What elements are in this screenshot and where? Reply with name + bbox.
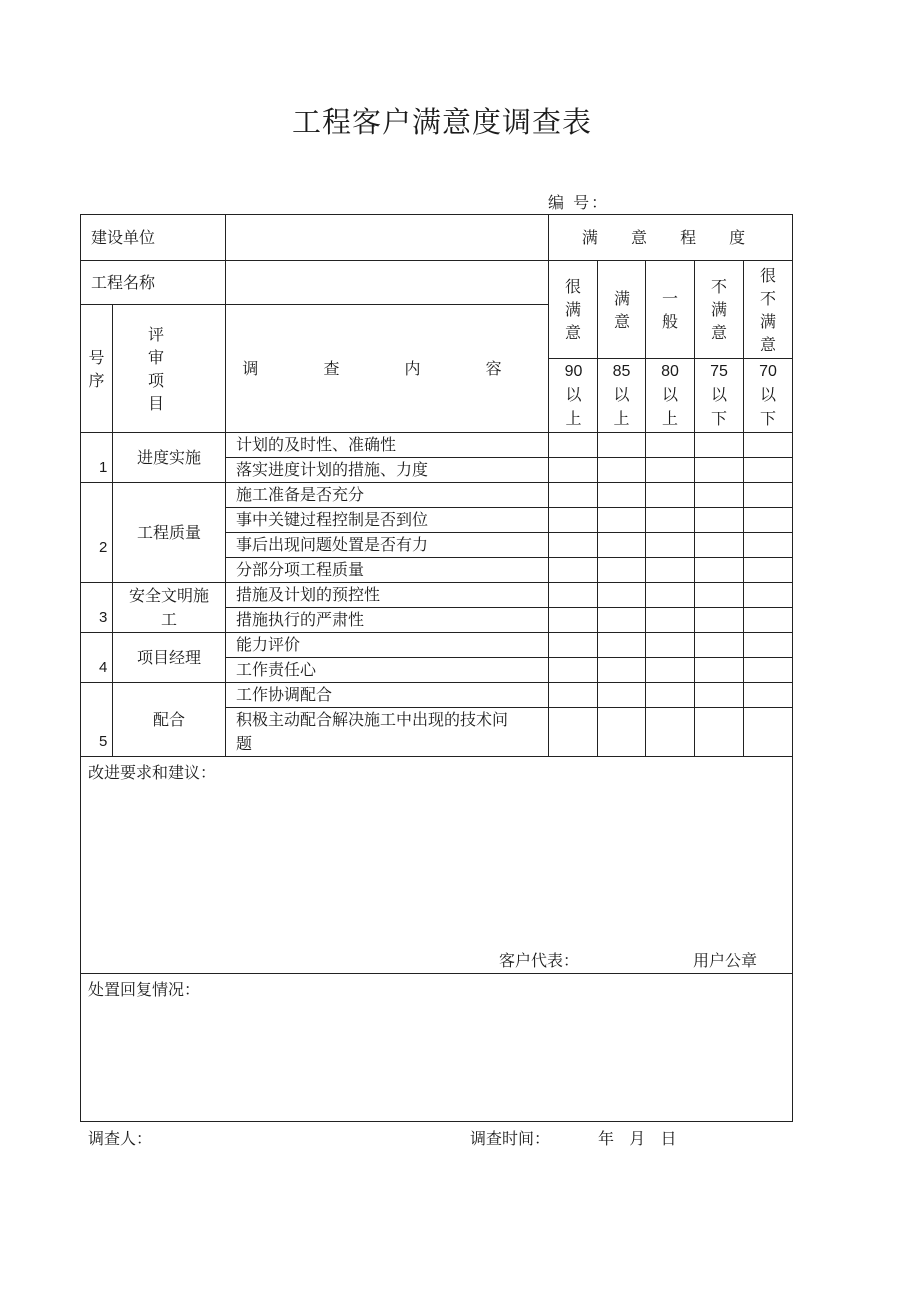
rating-cell[interactable]	[744, 683, 793, 708]
rating-cell[interactable]	[598, 683, 646, 708]
rating-cell[interactable]	[549, 608, 598, 633]
rating-cell[interactable]	[549, 458, 598, 483]
rating-cell[interactable]	[695, 683, 744, 708]
rating-cell[interactable]	[646, 633, 695, 658]
client-rep-label: 客户代表：	[499, 951, 580, 970]
rating-cell[interactable]	[598, 508, 646, 533]
rating-cell[interactable]	[598, 458, 646, 483]
review-item-header: 评 审 项 目	[113, 305, 226, 433]
serial-number-label: 编 号：	[548, 193, 610, 212]
rating-cell[interactable]	[549, 433, 598, 458]
group-number: 3	[81, 583, 113, 633]
rating-cell[interactable]	[549, 583, 598, 608]
seq-header: 号序	[81, 305, 113, 433]
rating-cell[interactable]	[549, 658, 598, 683]
project-name-field[interactable]	[226, 261, 549, 305]
rating-cell[interactable]	[549, 558, 598, 583]
rating-cell[interactable]	[646, 508, 695, 533]
rating-cell[interactable]	[549, 533, 598, 558]
rating-cell[interactable]	[646, 558, 695, 583]
rating-cell[interactable]	[695, 608, 744, 633]
rating-cell[interactable]	[695, 533, 744, 558]
rating-cell[interactable]	[549, 508, 598, 533]
review-item: 安全文明施工	[113, 583, 226, 633]
rating-cell[interactable]	[646, 533, 695, 558]
rating-cell[interactable]	[646, 458, 695, 483]
rating-cell[interactable]	[695, 508, 744, 533]
reply-label: 处置回复情况：	[88, 980, 201, 999]
rating-cell[interactable]	[744, 433, 793, 458]
construction-unit-field[interactable]	[226, 215, 549, 261]
rating-cell[interactable]	[549, 483, 598, 508]
satisfaction-degree-header: 满 意 程 度	[549, 215, 793, 261]
rating-cell[interactable]	[744, 483, 793, 508]
rating-cell[interactable]	[598, 583, 646, 608]
survey-content: 事后出现问题处置是否有力	[226, 533, 549, 558]
rating-cell[interactable]	[744, 558, 793, 583]
rating-cell[interactable]	[744, 508, 793, 533]
level-score: 75以下	[695, 359, 744, 433]
rating-cell[interactable]	[646, 608, 695, 633]
level-name: 不满意	[695, 261, 744, 359]
rating-cell[interactable]	[598, 708, 646, 757]
rating-cell[interactable]	[646, 658, 695, 683]
group-number: 5	[81, 683, 113, 757]
level-score: 70以下	[744, 359, 793, 433]
construction-unit-label: 建设单位	[81, 215, 226, 261]
rating-cell[interactable]	[744, 608, 793, 633]
level-name: 满意	[598, 261, 646, 359]
review-item: 进度实施	[113, 433, 226, 483]
rating-cell[interactable]	[695, 558, 744, 583]
review-item: 配合	[113, 683, 226, 757]
rating-cell[interactable]	[744, 708, 793, 757]
level-score: 85以上	[598, 359, 646, 433]
rating-cell[interactable]	[598, 433, 646, 458]
page-title: 工程客户满意度调查表	[291, 105, 592, 139]
user-seal-label: 用户公章	[693, 951, 758, 970]
rating-cell[interactable]	[695, 458, 744, 483]
level-name: 很满意	[549, 261, 598, 359]
suggestions-box[interactable]	[81, 757, 793, 974]
level-name: 一般	[646, 261, 695, 359]
review-item: 工程质量	[113, 483, 226, 583]
survey-content: 落实进度计划的措施、力度	[226, 458, 549, 483]
rating-cell[interactable]	[744, 658, 793, 683]
rating-cell[interactable]	[744, 458, 793, 483]
rating-cell[interactable]	[549, 708, 598, 757]
rating-cell[interactable]	[695, 633, 744, 658]
rating-cell[interactable]	[598, 533, 646, 558]
level-score: 80以上	[646, 359, 695, 433]
survey-content: 施工准备是否充分	[226, 483, 549, 508]
survey-content: 能力评价	[226, 633, 549, 658]
rating-cell[interactable]	[598, 658, 646, 683]
rating-cell[interactable]	[744, 583, 793, 608]
suggestions-label: 改进要求和建议：	[88, 763, 217, 782]
survey-time-label: 调查时间：	[470, 1129, 551, 1148]
group-number: 4	[81, 633, 113, 683]
survey-content: 措施及计划的预控性	[226, 583, 549, 608]
rating-cell[interactable]	[598, 633, 646, 658]
survey-content: 工作协调配合	[226, 683, 549, 708]
rating-cell[interactable]	[646, 683, 695, 708]
rating-cell[interactable]	[646, 483, 695, 508]
survey-content: 计划的及时性、准确性	[226, 433, 549, 458]
survey-content: 措施执行的严肃性	[226, 608, 549, 633]
reply-box[interactable]	[81, 974, 793, 1122]
survey-content-header: 调 查 内 容	[226, 305, 549, 433]
rating-cell[interactable]	[598, 558, 646, 583]
survey-content: 工作责任心	[226, 658, 549, 683]
rating-cell[interactable]	[646, 583, 695, 608]
rating-cell[interactable]	[598, 483, 646, 508]
rating-cell[interactable]	[695, 483, 744, 508]
rating-cell[interactable]	[598, 608, 646, 633]
rating-cell[interactable]	[695, 433, 744, 458]
survey-content: 事中关键过程控制是否到位	[226, 508, 549, 533]
rating-cell[interactable]	[695, 708, 744, 757]
group-number: 1	[81, 433, 113, 483]
rating-cell[interactable]	[744, 533, 793, 558]
project-name-label: 工程名称	[81, 261, 226, 305]
survey-date-units: 年 月 日	[598, 1129, 677, 1148]
rating-cell[interactable]	[695, 583, 744, 608]
rating-cell[interactable]	[549, 683, 598, 708]
survey-table	[80, 214, 793, 1122]
survey-content: 分部分项工程质量	[226, 558, 549, 583]
review-item: 项目经理	[113, 633, 226, 683]
survey-content: 积极主动配合解决施工中出现的技术问题	[226, 708, 549, 757]
rating-cell[interactable]	[549, 633, 598, 658]
rating-cell[interactable]	[646, 708, 695, 757]
group-number: 2	[81, 483, 113, 583]
surveyor-label: 调查人：	[88, 1129, 153, 1148]
level-score: 90以上	[549, 359, 598, 433]
rating-cell[interactable]	[646, 433, 695, 458]
rating-cell[interactable]	[744, 633, 793, 658]
level-name: 很不满意	[744, 261, 793, 359]
rating-cell[interactable]	[695, 658, 744, 683]
